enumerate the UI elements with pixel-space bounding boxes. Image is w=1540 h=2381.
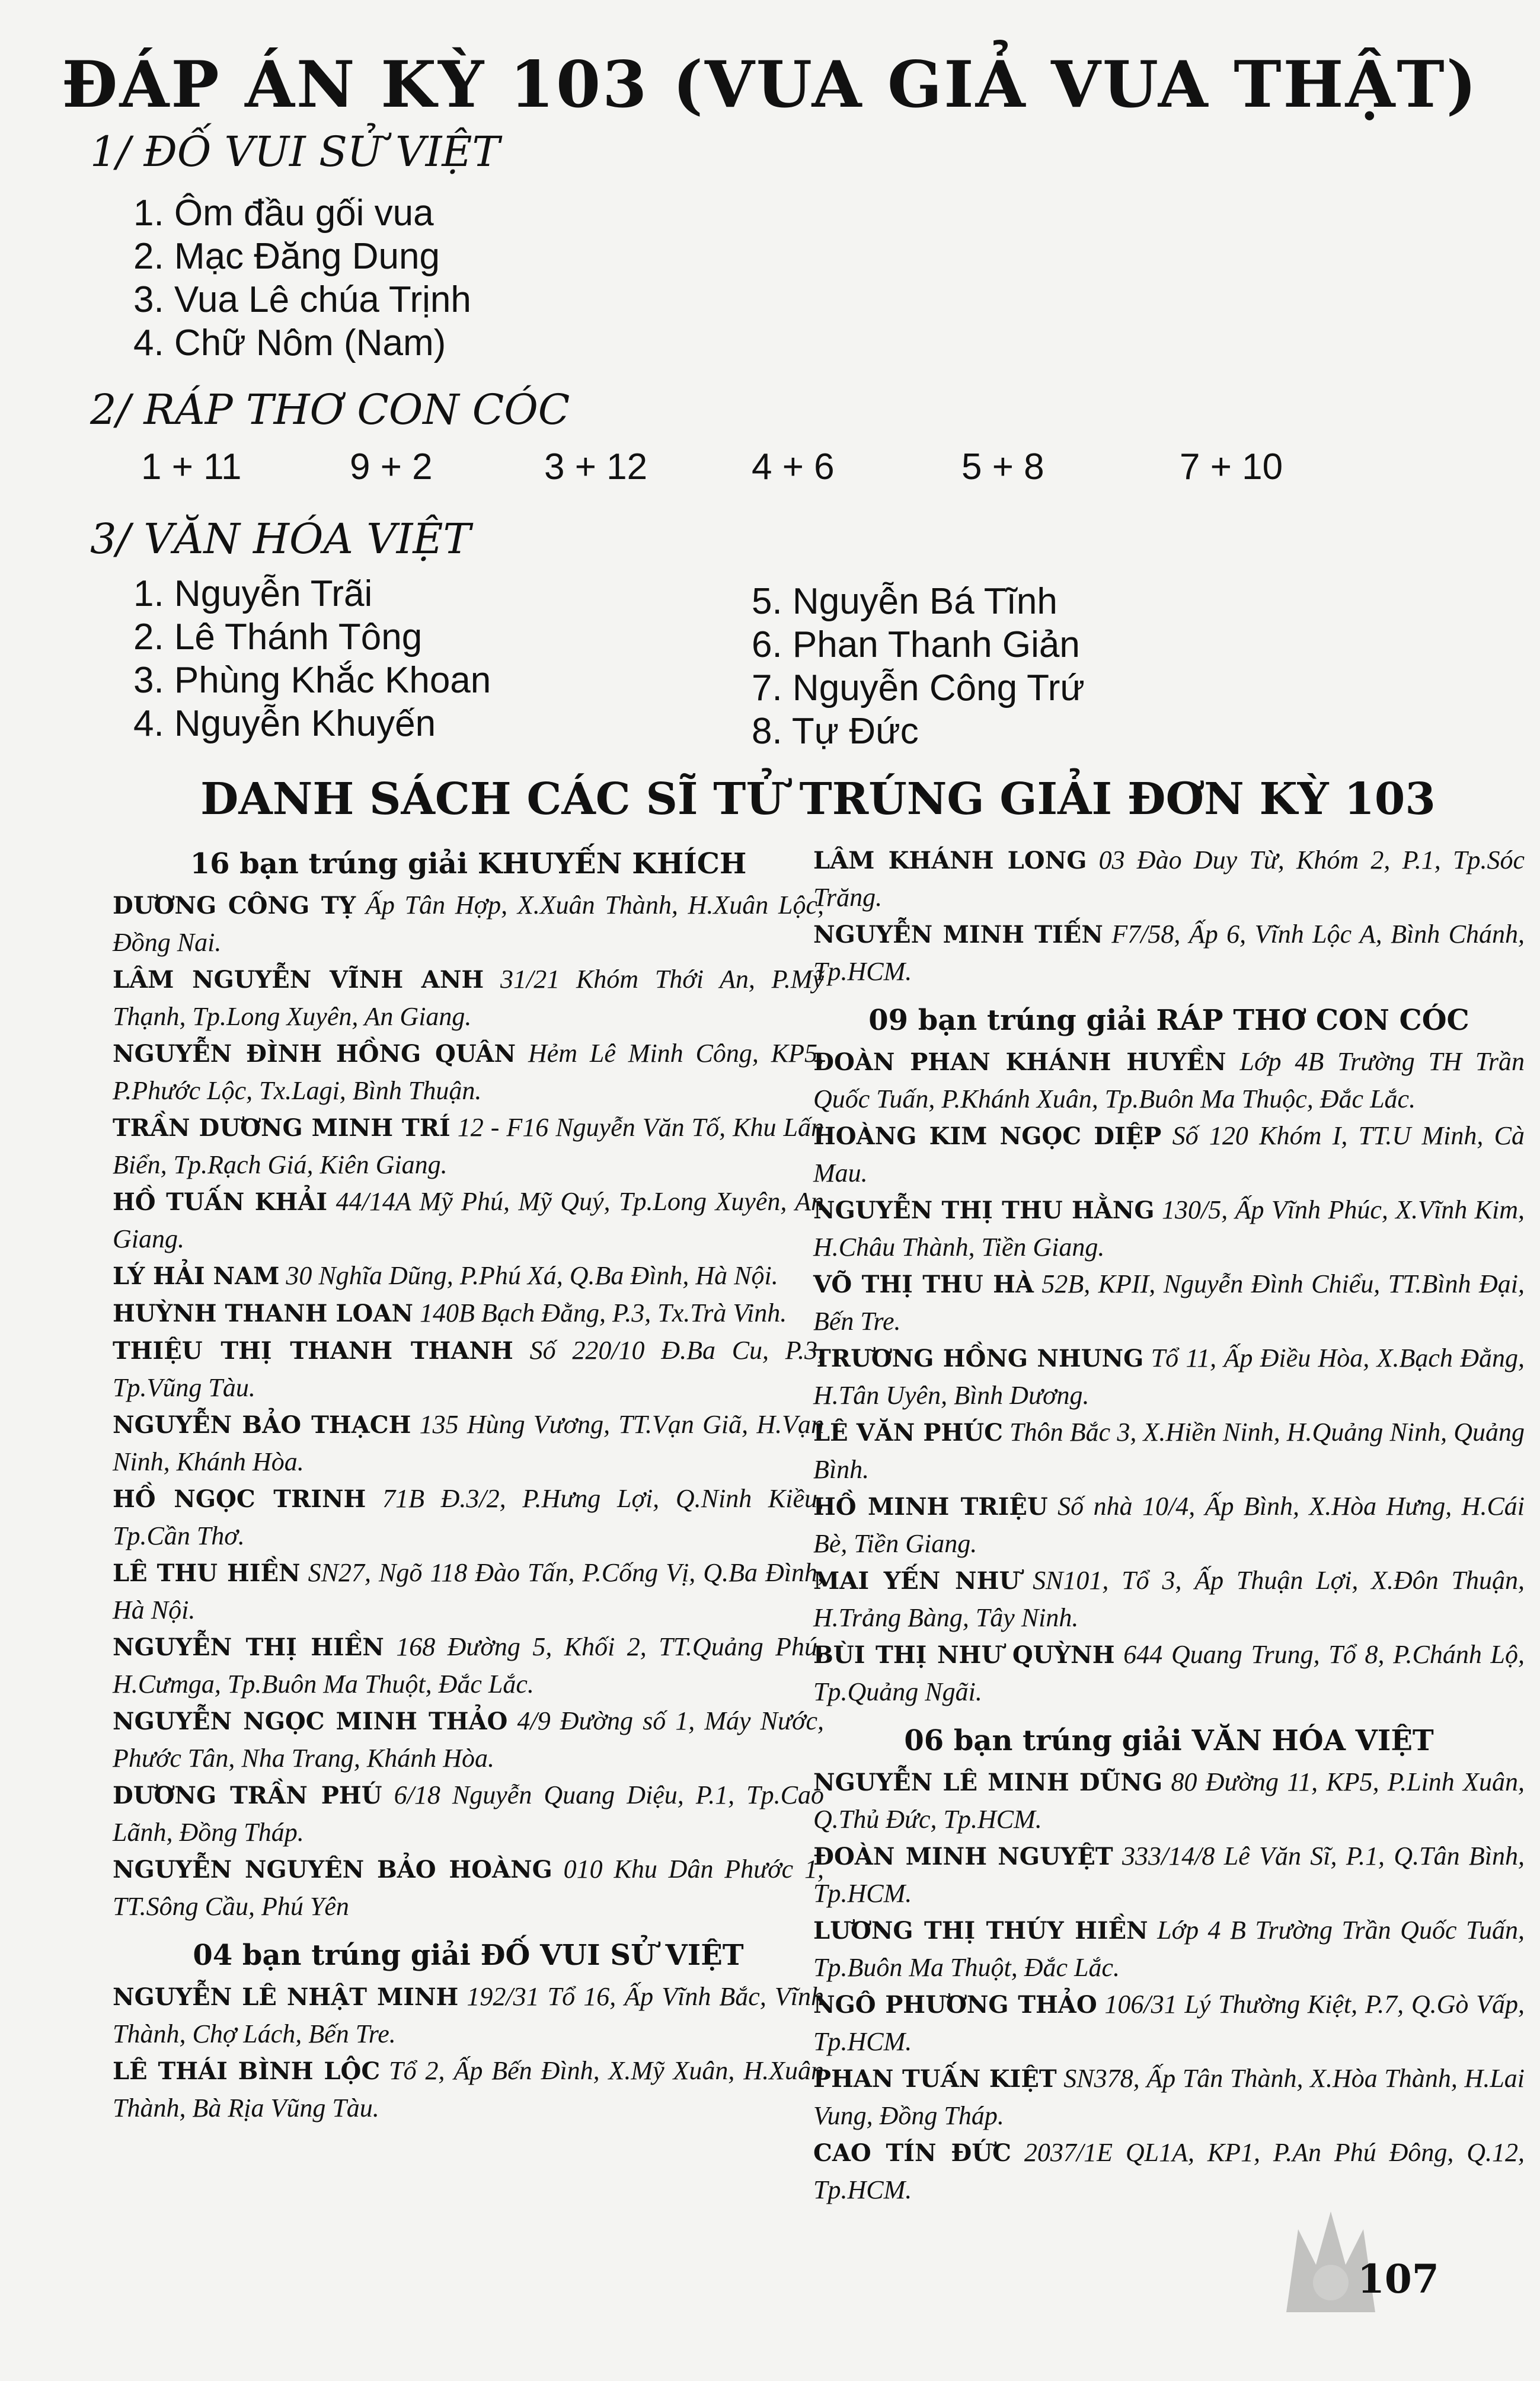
winner-address: Tổ 2, Ấp Bến Đình, X.Mỹ Xuân, H.Xuân Thành, Bà Rịa Vũng Tàu.: [113, 2056, 825, 2123]
winner-name: CAO TÍN ĐỨC: [813, 2139, 1012, 2167]
winner-name: LÂM KHÁNH LONG: [813, 847, 1087, 874]
pair-item: 3 + 12: [544, 446, 648, 487]
answer-item: 3. Vua Lê chúa Trịnh: [133, 279, 471, 320]
winner-entry: [113, 1629, 824, 1703]
winner-address: 12 - F16 Nguyễn Văn Tố, Khu Lấn Biển, Tp.Rạch Giá, Kiên Giang.: [113, 1113, 824, 1179]
winner-name: TRƯƠNG HỒNG NHUNG: [813, 1345, 1144, 1373]
winner-address: 644 Quang Trung, Tổ 8, P.Chánh Lộ, Tp.Quảng Ngãi.: [813, 1640, 1525, 1706]
winner-name: LÂM NGUYỄN VĨNH ANH: [113, 966, 484, 994]
winner-entry: [813, 2060, 1525, 2134]
winner-address: 130/5, Ấp Vĩnh Phúc, X.Vĩnh Kim, H.Châu Thành, Tiền Giang.: [813, 1195, 1525, 1262]
winner-address: 52B, KPII, Nguyễn Đình Chiểu, TT.Bình Đại, Bến Tre.: [813, 1269, 1525, 1336]
winner-address: 31/21 Khóm Thới An, P.Mỹ Thạnh, Tp.Long Xuyên, An Giang.: [113, 965, 825, 1031]
section-heading-rap-tho: 2/ RÁP THƠ CON CÓC: [90, 385, 570, 434]
winners-right-column: [813, 842, 1525, 2208]
winner-address: 168 Đường 5, Khối 2, TT.Quảng Phú, H.Cưmga, Tp.Buôn Ma Thuột, Đắc Lắc.: [113, 1632, 825, 1699]
winners-title: DANH SÁCH CÁC SĨ TỬ TRÚNG GIẢI ĐƠN KỲ 103: [200, 774, 1436, 825]
winner-address: SN101, Tổ 3, Ấp Thuận Lợi, X.Đôn Thuận, H.Trảng Bàng, Tây Ninh.: [813, 1566, 1525, 1632]
winner-name: DƯƠNG CÔNG TỴ: [113, 892, 356, 920]
answer-item: 7. Nguyễn Công Trứ: [752, 668, 1085, 708]
winner-entry: [113, 1035, 824, 1109]
winner-address: Tổ 11, Ấp Điều Hòa, X.Bạch Đằng, H.Tân Uyên, Bình Dương.: [813, 1343, 1525, 1410]
winner-name: DƯƠNG TRẦN PHÚ: [113, 1782, 382, 1809]
group-heading-rap-tho: 09 bạn trúng giải RÁP THƠ CON CÓC: [868, 1004, 1469, 1037]
winner-address: 03 Đào Duy Từ, Khóm 2, P.1, Tp.Sóc Trăng.: [813, 845, 1525, 912]
winner-name: LÊ THU HIỀN: [113, 1559, 301, 1587]
winner-entry: [113, 1295, 824, 1332]
winner-name: MAI YẾN NHƯ: [813, 1567, 1020, 1595]
winner-entry: [813, 1636, 1525, 1710]
khuyen-khich-list: [113, 887, 824, 1925]
winner-name: ĐOÀN PHAN KHÁNH HUYỀN: [813, 1048, 1226, 1076]
pair-item: 4 + 6: [752, 446, 835, 487]
winner-entry: [813, 1043, 1525, 1118]
winner-name: NGUYỄN LÊ MINH DŨNG: [813, 1769, 1163, 1796]
winner-name: LÊ THÁI BÌNH LỘC: [113, 2057, 381, 2085]
answer-item: 2. Lê Thánh Tông: [133, 617, 423, 658]
winner-address: 333/14/8 Lê Văn Sĩ, P.1, Q.Tân Bình, Tp.HCM.: [813, 1841, 1525, 1908]
winner-name: NGUYỄN BẢO THẠCH: [113, 1411, 411, 1439]
winner-address: Hẻm Lê Minh Công, KP5, P.Phước Lộc, Tx.Lagi, Bình Thuận.: [113, 1039, 824, 1105]
winner-name: LƯƠNG THỊ THÚY HIỀN: [813, 1917, 1148, 1945]
winner-entry: [113, 1109, 824, 1183]
winner-address: Thôn Bắc 3, X.Hiền Ninh, H.Quảng Ninh, Quảng Bình.: [813, 1418, 1525, 1484]
answer-item: 8. Tự Đức: [752, 711, 919, 752]
winner-address: F7/58, Ấp 6, Vĩnh Lộc A, Bình Chánh, Tp.HCM.: [813, 920, 1525, 986]
winner-entry: [813, 1414, 1525, 1488]
winner-address: 6/18 Nguyễn Quang Diệu, P.1, Tp.Cao Lãnh, Đồng Tháp.: [113, 1780, 824, 1847]
winner-entry: [113, 2053, 824, 2127]
answer-item: 1. Ôm đầu gối vua: [133, 193, 434, 234]
section-heading-van-hoa: 3/ VĂN HÓA VIỆT: [90, 515, 471, 563]
winner-name: NGUYỄN THỊ THU HẰNG: [813, 1196, 1155, 1224]
answer-item: 6. Phan Thanh Giản: [752, 624, 1080, 665]
winner-entry: [813, 1838, 1525, 1912]
van-hoa-right-list: [752, 580, 1085, 753]
winner-entry: [113, 1555, 824, 1629]
page-number: 107: [1357, 2256, 1439, 2302]
winner-address: Lớp 4B Trường TH Trần Quốc Tuấn, P.Khánh Xuân, Tp.Buôn Ma Thuộc, Đắc Lắc.: [813, 1047, 1525, 1113]
winner-address: 71B Đ.3/2, P.Hưng Lợi, Q.Ninh Kiều, Tp.Cần Thơ.: [113, 1484, 825, 1550]
winner-name: VÕ THỊ THU HÀ: [813, 1271, 1034, 1298]
pair-item: 7 + 10: [1180, 446, 1283, 487]
group-heading-van-hoa: 06 bạn trúng giải VĂN HÓA VIỆT: [904, 1724, 1434, 1757]
winner-entry: [813, 842, 1525, 916]
answer-item: 3. Phùng Khắc Khoan: [133, 660, 491, 701]
winner-name: THIỆU THỊ THANH THANH: [113, 1337, 513, 1365]
winner-name: HỒ NGỌC TRINH: [113, 1485, 366, 1513]
winner-address: 140B Bạch Đằng, P.3, Tx.Trà Vinh.: [419, 1298, 787, 1327]
winner-address: Ấp Tân Hợp, X.Xuân Thành, H.Xuân Lộc, Đồng Nai.: [113, 891, 825, 957]
winner-entry: [113, 1978, 824, 2053]
winners-left-column: [113, 842, 824, 2127]
answer-item: 1. Nguyễn Trãi: [133, 573, 373, 614]
winner-entry: [813, 1562, 1525, 1636]
do-vui-list: [113, 1978, 824, 2127]
winner-address: 135 Hùng Vương, TT.Vạn Giã, H.Vạn Ninh, Khánh Hòa.: [113, 1410, 824, 1476]
winner-name: PHAN TUẤN KIỆT: [813, 2065, 1057, 2093]
winner-name: NGUYỄN MINH TIẾN: [813, 921, 1103, 949]
winner-entry: [813, 1986, 1525, 2060]
winner-name: HUỲNH THANH LOAN: [113, 1300, 413, 1327]
winner-name: LÊ VĂN PHÚC: [813, 1419, 1003, 1447]
winner-address: 44/14A Mỹ Phú, Mỹ Quý, Tp.Long Xuyên, An Giang.: [113, 1187, 825, 1253]
answer-item: 2. Mạc Đăng Dung: [133, 236, 440, 277]
winner-name: NGÔ PHƯƠNG THẢO: [813, 1991, 1097, 2019]
winner-entry: [813, 1192, 1525, 1266]
rap-tho-list: [813, 1043, 1525, 1710]
winner-address: SN27, Ngõ 118 Đào Tấn, P.Cống Vị, Q.Ba Đình, Hà Nội.: [113, 1558, 825, 1624]
winner-entry: [113, 1183, 824, 1257]
winner-entry: [113, 1332, 824, 1406]
section-heading-do-vui: 1/ ĐỐ VUI SỬ VIỆT: [90, 127, 500, 176]
winner-entry: [113, 1851, 824, 1925]
khuyen-khich-list-continued: [813, 842, 1525, 990]
winner-entry: [813, 1764, 1525, 1838]
winner-address: Lớp 4 B Trường Trần Quốc Tuấn, Tp.Buôn Ma Thuột, Đắc Lắc.: [813, 1916, 1525, 1982]
winner-entry: [813, 1912, 1525, 1986]
winner-name: NGUYỄN LÊ NHẬT MINH: [113, 1983, 459, 2011]
winner-address: 192/31 Tổ 16, Ấp Vĩnh Bắc, Vĩnh Thành, Chợ Lách, Bến Tre.: [113, 1982, 824, 2048]
winner-entry: [113, 1777, 824, 1851]
winner-address: Số 120 Khóm I, TT.U Minh, Cà Mau.: [813, 1121, 1525, 1188]
winner-name: ĐOÀN MINH NGUYỆT: [813, 1843, 1113, 1871]
answer-item: 5. Nguyễn Bá Tĩnh: [752, 581, 1057, 622]
winner-entry: [813, 2134, 1525, 2208]
winner-entry: [813, 916, 1525, 990]
winner-entry: [113, 1703, 824, 1777]
winner-name: BÙI THỊ NHƯ QUỲNH: [813, 1641, 1115, 1669]
winner-name: NGUYỄN NGUYÊN BẢO HOÀNG: [113, 1856, 552, 1884]
winner-address: 80 Đường 11, KP5, P.Linh Xuân, Q.Thủ Đức, Tp.HCM.: [813, 1767, 1525, 1834]
do-vui-answer-list: [133, 191, 471, 365]
winner-address: 010 Khu Dân Phước 1, TT.Sông Cầu, Phú Yên: [113, 1855, 825, 1921]
pair-item: 5 + 8: [961, 446, 1044, 487]
answer-item: 4. Nguyễn Khuyến: [133, 703, 436, 744]
winner-address: SN378, Ấp Tân Thành, X.Hòa Thành, H.Lai Vung, Đồng Tháp.: [813, 2064, 1525, 2130]
van-hoa-list: [813, 1764, 1525, 2208]
group-heading-do-vui: 04 bạn trúng giải ĐỐ VUI SỬ VIỆT: [193, 1939, 744, 1972]
winner-name: LÝ HẢI NAM: [113, 1262, 280, 1290]
pair-item: 1 + 11: [141, 446, 242, 487]
winner-name: HỒ MINH TRIỆU: [813, 1493, 1048, 1521]
winner-entry: [113, 1480, 824, 1555]
winner-name: NGUYỄN THỊ HIỀN: [113, 1633, 384, 1661]
winner-address: 2037/1E QL1A, KP1, P.An Phú Đông, Q.12, Tp.HCM.: [813, 2138, 1525, 2204]
winner-address: Số nhà 10/4, Ấp Bình, X.Hòa Hưng, H.Cái Bè, Tiền Giang.: [813, 1492, 1525, 1558]
winner-entry: [113, 1257, 824, 1295]
van-hoa-left-list: [133, 572, 491, 745]
winner-entry: [813, 1266, 1525, 1340]
pair-item: 9 + 2: [350, 446, 433, 487]
winner-name: NGUYỄN NGỌC MINH THẢO: [113, 1707, 508, 1735]
winner-address: Số 220/10 Đ.Ba Cu, P.3, Tp.Vũng Tàu.: [113, 1336, 824, 1402]
group-heading-khuyen-khich: 16 bạn trúng giải KHUYẾN KHÍCH: [190, 847, 747, 880]
winner-entry: [113, 961, 824, 1035]
winner-name: TRẦN DƯƠNG MINH TRÍ: [113, 1114, 451, 1142]
winner-name: HOÀNG KIM NGỌC DIỆP: [813, 1122, 1162, 1150]
page-title: ĐÁP ÁN KỲ 103 (VUA GIẢ VUA THẬT): [62, 47, 1478, 122]
winner-entry: [813, 1118, 1525, 1192]
winner-name: NGUYỄN ĐÌNH HỒNG QUÂN: [113, 1040, 516, 1068]
winner-address: 106/31 Lý Thường Kiệt, P.7, Q.Gò Vấp, Tp.HCM.: [813, 1990, 1525, 2056]
winner-name: HỒ TUẤN KHẢI: [113, 1188, 328, 1216]
winner-entry: [113, 887, 824, 961]
winner-entry: [813, 1340, 1525, 1414]
answer-item: 4. Chữ Nôm (Nam): [133, 323, 446, 363]
winner-entry: [113, 1406, 824, 1480]
winner-entry: [813, 1488, 1525, 1562]
winner-address: 4/9 Đường số 1, Máy Nước, Phước Tân, Nha Trang, Khánh Hòa.: [113, 1706, 825, 1773]
winner-address: 30 Nghĩa Dũng, P.Phú Xá, Q.Ba Đình, Hà Nội.: [286, 1261, 778, 1290]
